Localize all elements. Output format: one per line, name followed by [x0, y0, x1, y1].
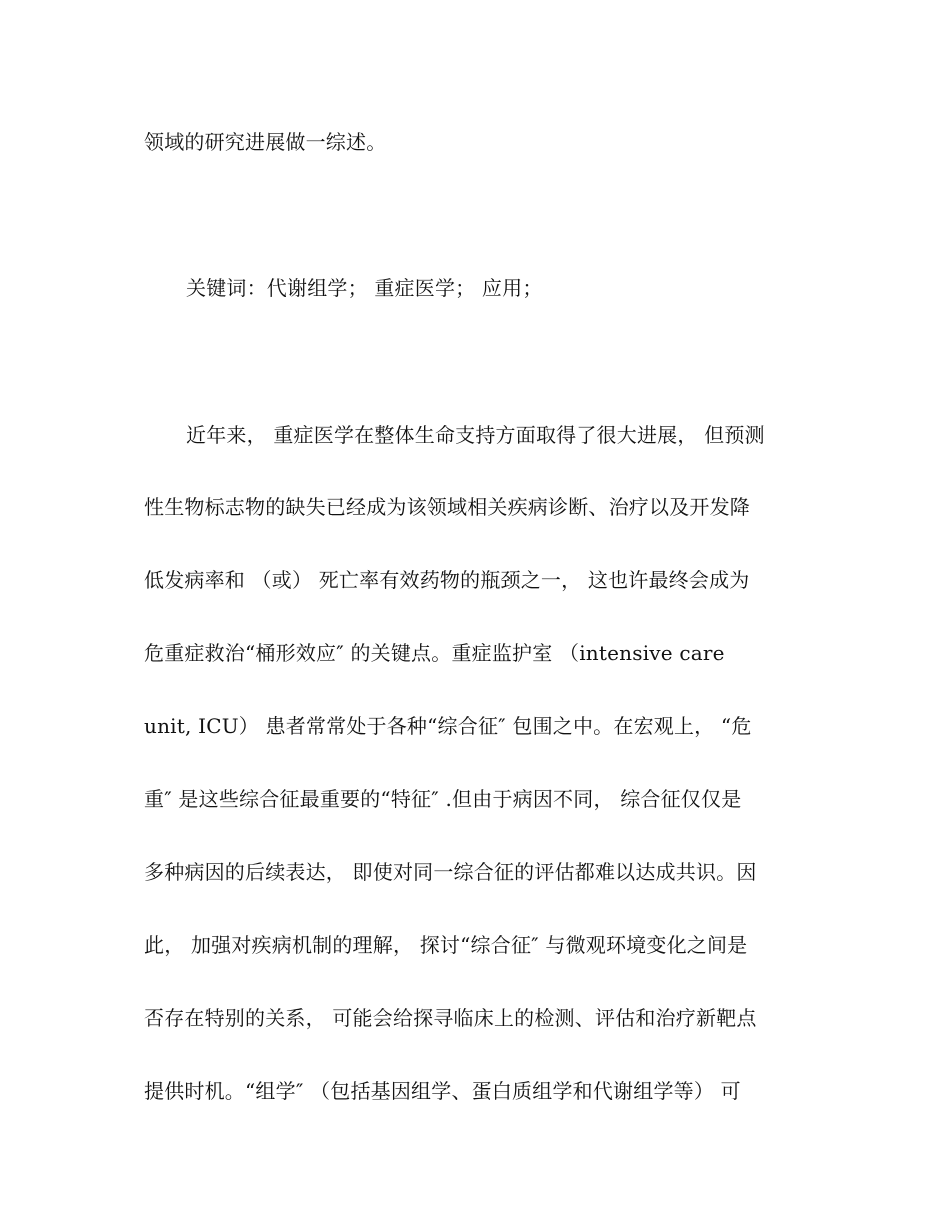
paragraph-line-7: 多种病因的后续表达， 即使对同一综合征的评估都难以达成共识。因 [144, 860, 757, 884]
paragraph-line-8: 此， 加强对疾病机制的理解， 探讨“综合征″ 与微观环境变化之间是 [144, 933, 748, 957]
paragraph-line-10: 提供时机。“组学″ （包括基因组学、蛋白质组学和代谢组学等） 可 [144, 1079, 741, 1103]
paragraph-line-2: 性生物标志物的缺失已经成为该领域相关疾病诊断、治疗以及开发降 [144, 495, 750, 519]
paragraph-line-5: unit, ICU） 患者常常处于各种“综合征″ 包围之中。在宏观上， “危 [144, 714, 752, 738]
intro-tail-line: 领域的研究进展做一综述。 [144, 130, 387, 154]
paragraph-line-6: 重″ 是这些综合征最重要的“特征″ .但由于病因不同， 综合征仅仅是 [144, 787, 742, 811]
paragraph-line-1: 近年来， 重症医学在整体生命支持方面取得了很大进展， 但预测 [186, 423, 765, 447]
paragraph-line-3: 低发病率和 （或） 死亡率有效药物的瓶颈之一， 这也许最终会成为 [144, 568, 750, 592]
keywords-line: 关键词：代谢组学； 重症医学； 应用； [186, 276, 543, 300]
paragraph-line-4: 危重症救治“桶形效应″ 的关键点。重症监护室 （intensive care [144, 641, 725, 665]
paragraph-line-9: 否存在特别的关系， 可能会给探寻临床上的检测、评估和治疗新靶点 [144, 1006, 757, 1030]
